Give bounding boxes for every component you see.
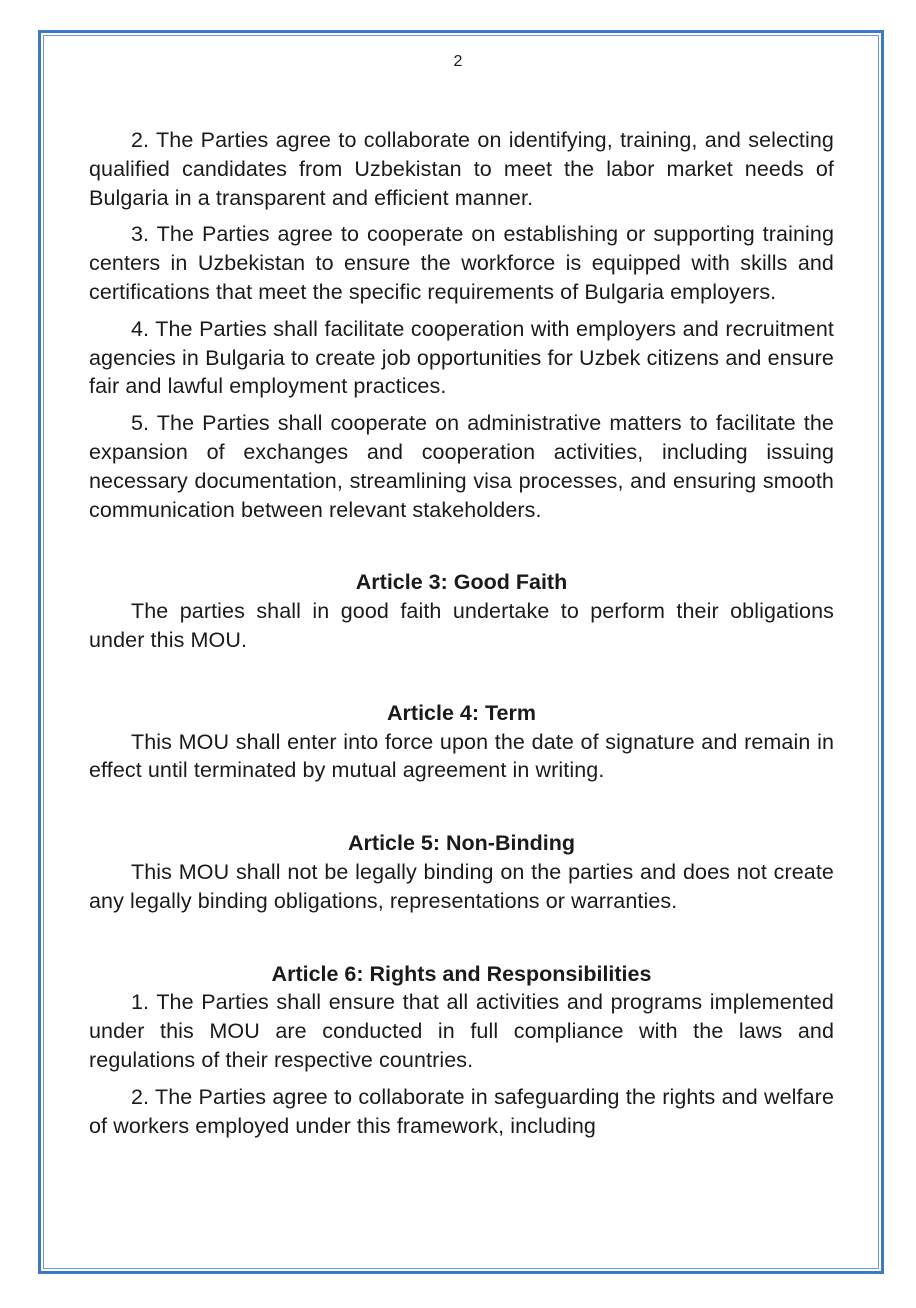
page-number: 2 (453, 53, 463, 70)
article5-heading: Article 5: Non-Binding (348, 831, 575, 856)
article5-text: This MOU shall not be legally binding on the parties and does not create any legally binding obligations, representations or warranties. (89, 859, 834, 913)
article2-clause-5: 5. The Parties shall cooperate on administrative matters to facilitate the expansion of exchanges and cooperation activities, including issuing necessary documentation, streamlining visa processes, and ensuring smooth communication between relevant stakeholders. (89, 411, 834, 522)
document-body (89, 126, 834, 1148)
article4-text: This MOU shall enter into force upon the date of signature and remain in effect until terminated by mutual agreement in writing. (89, 729, 834, 783)
article6-heading: Article 6: Rights and Responsibilities (271, 961, 652, 986)
spacer (89, 924, 834, 960)
article3-text: The parties shall in good faith undertake to perform their obligations under this MOU. (89, 599, 834, 652)
article2-clause-3: 3. The Parties agree to cooperate on establishing or supporting training centers in Uzbekistan to ensure the workforce is equipped with skills and certifications that meet the specific requirements of Bulgaria employers. (89, 222, 834, 304)
article2-clause-2: 2. The Parties agree to collaborate on identifying, training, and selecting qualified candidates from Uzbekistan to meet the labor market needs of Bulgaria in a transparent and efficient manner. (89, 128, 834, 210)
article6-clause-2: 2. The Parties agree to collaborate in safeguarding the rights and welfare of workers employed under this framework, including (89, 1084, 834, 1138)
article6-clause-1: 1. The Parties shall ensure that all activities and programs implemented under this MOU are conducted in full compliance with the laws and regulations of their respective countries. (89, 990, 834, 1072)
spacer (89, 532, 834, 568)
spacer (89, 663, 834, 699)
spacer (89, 793, 834, 829)
article2-clause-4: 4. The Parties shall facilitate cooperation with employers and recruitment agencies in Bulgaria to create job opportunities for Uzbek citizens and ensure fair and lawful employment practices. (89, 316, 834, 399)
article4-heading: Article 4: Term (387, 700, 536, 725)
article3-heading: Article 3: Good Faith (355, 570, 568, 595)
